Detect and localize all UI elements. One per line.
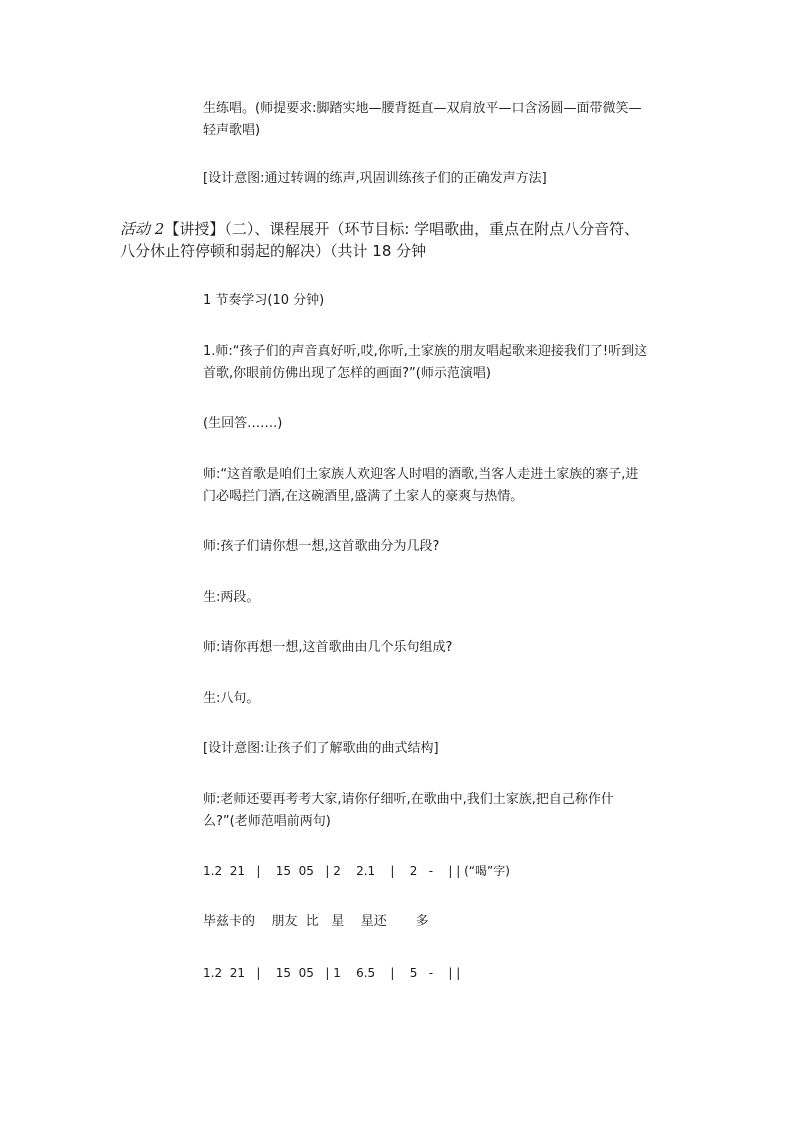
student-answer: (生回答…….): [203, 416, 283, 431]
text-line: 生练唱。(师提要求:脚踏实地—腰背挺直—双肩放平—口含汤圆—面带微笑—: [203, 101, 642, 116]
activity-heading: [120, 218, 680, 262]
notation-line-2: 1.2 21 | 15 05 | 1 6.5 | 5 - | |: [203, 966, 461, 980]
text-line: 门必喝拦门酒,在这碗酒里,盛满了土家人的豪爽与热情。: [203, 489, 524, 504]
teacher-question-phrases: 师:请你再想一想,这首歌曲由几个乐句组成?: [203, 640, 453, 655]
heading-line-2: 八分休止符停顿和弱起的解决）（共计 18 分钟: [120, 242, 427, 260]
rhythm-section-title: 1 节奏学习(10 分钟): [203, 293, 325, 308]
text-line: 1.师:“孩子们的声音真好听,哎,你听,土家族的朋友唱起歌来迎接我们了!听到这: [203, 344, 648, 359]
paragraph-song-description: [203, 464, 683, 508]
text-line: 轻声歌唱): [203, 123, 261, 138]
teacher-question-sections: 师:孩子们请你想一想,这首歌曲分为几段?: [203, 539, 440, 554]
text-line: 首歌,你眼前仿佛出现了怎样的画面?”(师示范演唱): [203, 366, 491, 381]
paragraph-teacher-intro: [203, 341, 683, 385]
paragraph-requirements: [203, 98, 683, 142]
text-line: 师:“这首歌是咱们土家族人欢迎客人时唱的酒歌,当客人走进土家族的寨子,进: [203, 467, 639, 482]
notation-line-1: 1.2 21 | 15 05 | 2 2.1 | 2 - | | (“喝”字): [203, 864, 510, 878]
activity-label: 活动 2: [120, 220, 165, 238]
text-line: 么?”(老师范唱前两句): [203, 814, 331, 829]
paragraph-teacher-quiz: [203, 789, 683, 833]
heading-line-1: [120, 218, 680, 240]
lyrics-line: 毕兹卡的 朋友 比 星 星还 多: [203, 914, 429, 929]
student-answer-phrases: 生:八句。: [203, 691, 260, 706]
heading-text: 【讲授】（二）、课程展开（环节目标: 学唱歌曲，重点在附点八分音符、: [164, 220, 640, 238]
design-intent-1: [设计意图:通过转调的练声,巩固训练孩子们的正确发声方法]: [203, 171, 547, 186]
text-line: 师:老师还要再考考大家,请你仔细听,在歌曲中,我们土家族,把自己称作什: [203, 792, 614, 807]
design-intent-2: [设计意图:让孩子们了解歌曲的曲式结构]: [203, 741, 439, 756]
student-answer-sections: 生:两段。: [203, 590, 260, 605]
